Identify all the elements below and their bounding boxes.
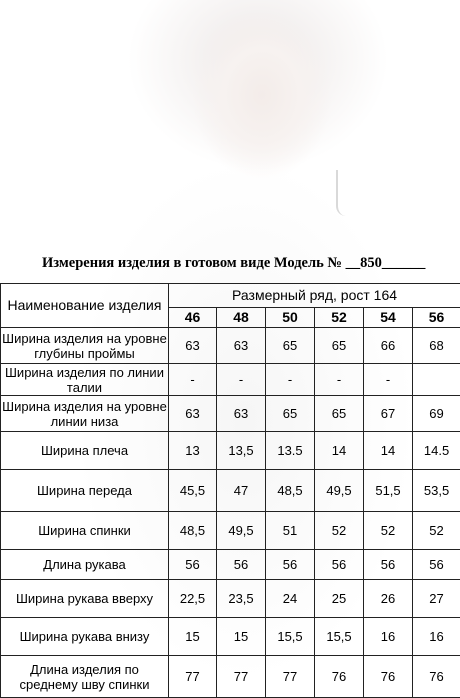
- measurement-cell: -: [266, 364, 315, 396]
- measurement-cell: 26: [364, 580, 413, 618]
- measurement-cell: 53,5: [413, 470, 460, 512]
- measurement-cell: 63: [169, 396, 217, 432]
- measurement-cell: 56: [266, 550, 315, 580]
- table-row: [1, 512, 460, 550]
- measurement-cell: 76: [315, 656, 364, 698]
- measurement-cell: 56: [217, 550, 266, 580]
- measurement-cell: 63: [217, 328, 266, 364]
- row-label: Длина изделия по среднему шву спинки: [1, 656, 169, 698]
- measurement-cell: 15,5: [315, 618, 364, 656]
- measurement-cell: 16: [364, 618, 413, 656]
- measurement-cell: 49,5: [217, 512, 266, 550]
- measurement-cell: 56: [315, 550, 364, 580]
- measurement-cell: -: [169, 364, 217, 396]
- measurement-cell: 56: [364, 550, 413, 580]
- header-name-cell: Наименование изделия: [1, 284, 169, 328]
- measurement-cell: 63: [169, 328, 217, 364]
- measurement-cell: 13,5: [217, 432, 266, 470]
- row-label: Ширина изделия на уровне линии низа: [1, 396, 169, 432]
- measurement-cell: 48,5: [169, 512, 217, 550]
- measurement-cell: 65: [266, 328, 315, 364]
- measurement-cell: 49,5: [315, 470, 364, 512]
- measurement-cell: [413, 364, 460, 396]
- row-label: Ширина изделия на уровне глубины проймы: [1, 328, 169, 364]
- measurement-cell: 51,5: [364, 470, 413, 512]
- size-header: 50: [266, 308, 315, 328]
- table-row: [1, 656, 460, 698]
- measurement-cell: 76: [364, 656, 413, 698]
- measurement-cell: 14.5: [413, 432, 460, 470]
- measurement-cell: 63: [217, 396, 266, 432]
- measurement-cell: 14: [364, 432, 413, 470]
- measurement-cell: 52: [364, 512, 413, 550]
- measurement-cell: 25: [315, 580, 364, 618]
- measurement-cell: 23,5: [217, 580, 266, 618]
- measurement-cell: 14: [315, 432, 364, 470]
- measurement-cell: 13: [169, 432, 217, 470]
- table-row: [1, 328, 460, 364]
- size-header: 56: [413, 308, 460, 328]
- table-row: [1, 396, 460, 432]
- row-label: Длина рукава: [1, 550, 169, 580]
- size-header: 46: [169, 308, 217, 328]
- measurement-cell: 47: [217, 470, 266, 512]
- measurement-cell: 67: [364, 396, 413, 432]
- measurement-cell: 51: [266, 512, 315, 550]
- measurement-cell: 65: [315, 328, 364, 364]
- table-row: [1, 618, 460, 656]
- measurement-cell: 56: [413, 550, 460, 580]
- row-label: Ширина изделия по линии талии: [1, 364, 169, 396]
- measurement-cell: 77: [266, 656, 315, 698]
- measurement-cell: 45,5: [169, 470, 217, 512]
- measurement-cell: 48,5: [266, 470, 315, 512]
- measurement-cell: 65: [266, 396, 315, 432]
- row-label: Ширина переда: [1, 470, 169, 512]
- table-row: [1, 550, 460, 580]
- row-label: Ширина рукава внизу: [1, 618, 169, 656]
- measurement-cell: 27: [413, 580, 460, 618]
- row-label: Ширина спинки: [1, 512, 169, 550]
- measurement-cell: 66: [364, 328, 413, 364]
- measurement-cell: 56: [169, 550, 217, 580]
- measurement-cell: 52: [413, 512, 460, 550]
- size-header: 54: [364, 308, 413, 328]
- measurement-cell: 76: [413, 656, 460, 698]
- page-title: Измерения изделия в готовом виде Модель № __850______: [42, 255, 460, 272]
- measurement-cell: 15: [217, 618, 266, 656]
- table-row: [1, 470, 460, 512]
- measurement-cell: -: [315, 364, 364, 396]
- size-range-label: Размерный ряд, рост 164: [169, 284, 460, 308]
- hood-drawstring-graphic: [336, 170, 358, 216]
- measurement-cell: 13.5: [266, 432, 315, 470]
- size-header: 48: [217, 308, 266, 328]
- table-header-row: [1, 284, 460, 308]
- table-row: [1, 432, 460, 470]
- measurement-cell: -: [217, 364, 266, 396]
- row-label: Ширина плеча: [1, 432, 169, 470]
- row-label: Ширина рукава вверху: [1, 580, 169, 618]
- measurement-cell: 15,5: [266, 618, 315, 656]
- measurement-cell: 68: [413, 328, 460, 364]
- measurement-cell: 69: [413, 396, 460, 432]
- size-header: 52: [315, 308, 364, 328]
- measurement-cell: 77: [169, 656, 217, 698]
- measurement-cell: -: [364, 364, 413, 396]
- measurement-cell: 16: [413, 618, 460, 656]
- measurement-cell: 52: [315, 512, 364, 550]
- table-row: [1, 580, 460, 618]
- measurements-table: [0, 283, 460, 698]
- measurement-cell: 65: [315, 396, 364, 432]
- measurement-cell: 15: [169, 618, 217, 656]
- measurement-cell: 22,5: [169, 580, 217, 618]
- measurement-cell: 77: [217, 656, 266, 698]
- table-row: [1, 364, 460, 396]
- measurement-cell: 24: [266, 580, 315, 618]
